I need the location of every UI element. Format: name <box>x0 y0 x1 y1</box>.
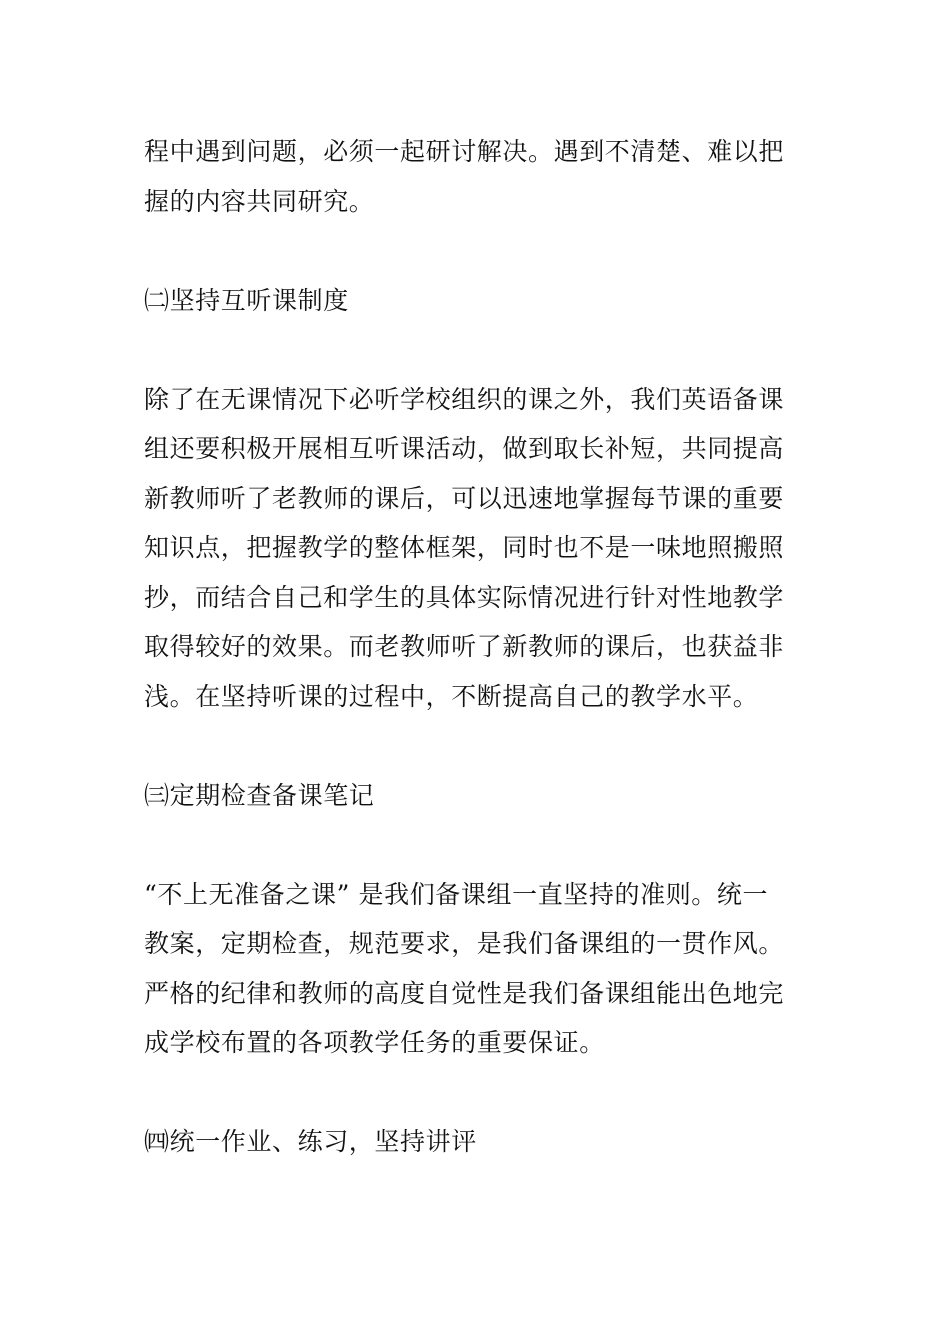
paragraph-line: 严格的纪律和教师的高度自觉性是我们备课组能出色地完 <box>144 979 785 1008</box>
section-heading: ㈣统一作业、练习，坚持讲评 <box>144 1127 477 1156</box>
paragraph-line: 取得较好的效果。而老教师听了新教师的课后，也获益非 <box>144 632 785 661</box>
paragraph-line: 新教师听了老教师的课后，可以迅速地掌握每节课的重要 <box>144 484 785 513</box>
paragraph-line: 程中遇到问题，必须一起研讨解决。遇到不清楚、难以把 <box>144 137 785 166</box>
paragraph-line: 浅。在坚持听课的过程中，不断提高自己的教学水平。 <box>144 682 759 711</box>
paragraph-line: 除了在无课情况下必听学校组织的课之外，我们英语备课 <box>144 385 785 414</box>
paragraph-line: 教案，定期检查，规范要求，是我们备课组的一贯作风。 <box>144 929 785 958</box>
paragraph-line: 握的内容共同研究。 <box>144 187 375 216</box>
paragraph-line: 成学校布置的各项教学任务的重要保证。 <box>144 1028 605 1057</box>
paragraph-line: 组还要积极开展相互听课活动，做到取长补短，共同提高 <box>144 434 785 463</box>
paragraph-line: 知识点，把握教学的整体框架，同时也不是一味地照搬照 <box>144 533 785 562</box>
section-heading: ㈢定期检查备课笔记 <box>144 781 375 810</box>
paragraph-line: “不上无准备之课” 是我们备课组一直坚持的准则。统一 <box>144 880 769 909</box>
paragraph-line: 抄，而结合自己和学生的具体实际情况进行针对性地教学 <box>144 583 785 612</box>
section-heading: ㈡坚持互听课制度 <box>144 286 349 315</box>
